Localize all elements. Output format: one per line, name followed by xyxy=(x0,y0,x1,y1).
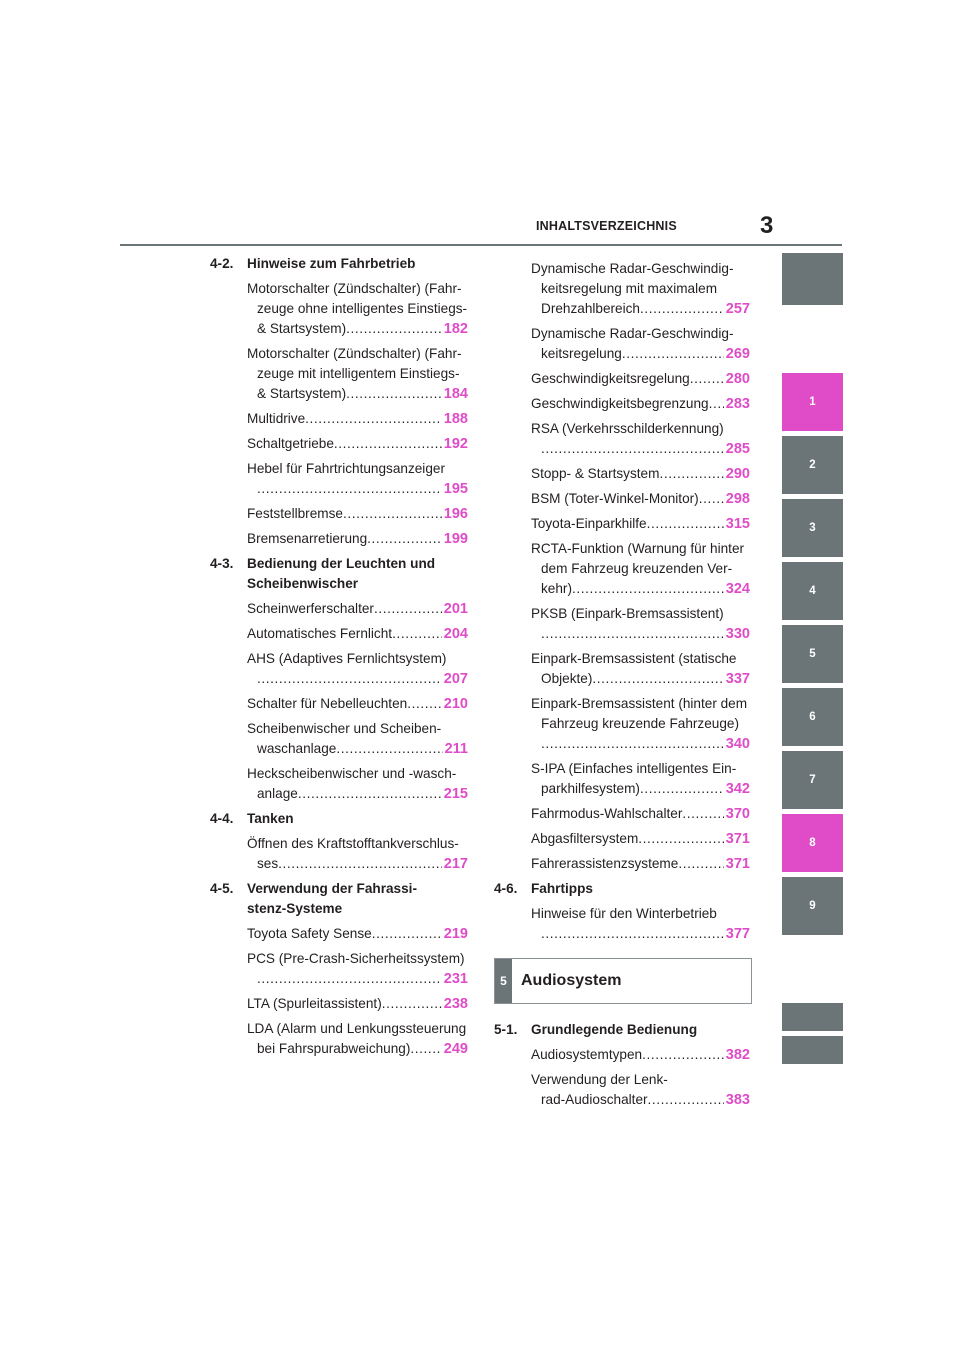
toc-entry[interactable] xyxy=(247,949,468,989)
entry-text: keitsregelung xyxy=(541,346,622,361)
chapter-tab-3[interactable]: 3 xyxy=(782,499,843,557)
entry-last-line xyxy=(531,624,750,644)
section-title: Verwendung der Fahrassi- xyxy=(247,881,417,896)
section-heading xyxy=(210,554,468,594)
page-link[interactable]: 371 xyxy=(725,831,750,847)
page-link[interactable]: 283 xyxy=(725,396,750,412)
entry-text: Feststellbremse xyxy=(247,506,343,521)
entry-text: Toyota-Einparkhilfe xyxy=(531,516,647,531)
entry-text: Multidrive xyxy=(247,411,306,426)
entry-last-line xyxy=(531,829,750,849)
entry-last-line xyxy=(531,344,750,364)
page-link[interactable]: 211 xyxy=(444,741,468,757)
toc-entry[interactable] xyxy=(247,434,468,454)
entry-text: RCTA-Funktion (Warnung für hinter xyxy=(531,541,745,556)
toc-entry[interactable] xyxy=(531,539,750,599)
page-link[interactable]: 269 xyxy=(725,346,750,362)
entry-last-line xyxy=(531,669,750,689)
dot-leader xyxy=(541,439,724,459)
section-title: stenz-Systeme xyxy=(247,901,343,916)
entry-last-line xyxy=(531,514,750,534)
dot-leader xyxy=(407,694,442,714)
toc-entry[interactable] xyxy=(531,904,750,944)
page-link[interactable]: 371 xyxy=(725,856,750,872)
toc-entry[interactable] xyxy=(531,464,750,484)
dot-leader xyxy=(592,669,723,689)
section-number: 4-4. xyxy=(210,811,234,826)
dot-leader xyxy=(682,804,723,824)
toc-entry[interactable] xyxy=(531,694,750,754)
chapter-tab-blank-0[interactable] xyxy=(782,253,843,305)
section-heading xyxy=(210,254,468,274)
section-title: Tanken xyxy=(247,811,294,826)
entry-last-line xyxy=(531,369,750,389)
entry-text: PKSB (Einpark-Bremsassistent) xyxy=(531,606,724,621)
page-link[interactable]: 210 xyxy=(443,696,468,712)
page-link[interactable]: 257 xyxy=(725,301,750,317)
entry-text: keitsregelung mit maximalem xyxy=(541,281,718,296)
entry-text: Fahrerassistenzsysteme xyxy=(531,856,679,871)
toc-entry[interactable] xyxy=(247,694,468,714)
entry-text: Fahrzeug kreuzende Fahrzeuge) xyxy=(541,716,739,731)
toc-entry[interactable] xyxy=(247,459,468,499)
entry-text: Dynamische Radar-Geschwindig- xyxy=(531,326,734,341)
entry-last-line xyxy=(247,529,468,549)
toc-entry[interactable] xyxy=(531,324,750,364)
entry-last-line xyxy=(531,924,750,944)
section-heading xyxy=(210,809,468,829)
page-link[interactable]: 182 xyxy=(443,321,468,337)
entry-last-line xyxy=(531,394,750,414)
entry-last-line xyxy=(247,924,468,944)
page-link[interactable]: 215 xyxy=(443,786,468,802)
page-link[interactable]: 370 xyxy=(725,806,750,822)
entry-last-line xyxy=(531,734,750,754)
dot-leader xyxy=(709,394,724,414)
dot-leader xyxy=(346,384,442,404)
entry-text: Geschwindigkeitsbegrenzung xyxy=(531,396,709,411)
page-link[interactable]: 204 xyxy=(443,626,468,642)
dot-leader xyxy=(392,624,442,644)
entry-text: LTA (Spurleitassistent) xyxy=(247,996,382,1011)
entry-text: Objekte) xyxy=(541,671,593,686)
entry-last-line xyxy=(247,969,468,989)
section-heading xyxy=(210,879,468,919)
entry-last-line xyxy=(247,319,468,339)
dot-leader xyxy=(699,489,724,509)
entry-text: & Startsystem) xyxy=(257,386,347,401)
dot-leader xyxy=(678,854,723,874)
entry-last-line xyxy=(531,489,750,509)
toc-entry[interactable] xyxy=(531,259,750,319)
entry-last-line xyxy=(531,579,750,599)
dot-leader xyxy=(257,479,442,499)
entry-text: bei Fahrspurabweichung) xyxy=(257,1041,411,1056)
entry-text: Hinweise für den Winterbetrieb xyxy=(531,906,717,921)
page-link[interactable]: 249 xyxy=(443,1041,468,1057)
section-number: 5-1. xyxy=(494,1022,518,1037)
entry-last-line xyxy=(247,504,468,524)
entry-last-line xyxy=(531,779,750,799)
page-link[interactable]: 184 xyxy=(443,386,468,402)
toc-entry[interactable] xyxy=(247,624,468,644)
entry-text: RSA (Verkehrsschilderkennung) xyxy=(531,421,724,436)
page-link[interactable]: 207 xyxy=(443,671,468,687)
dot-leader xyxy=(346,319,442,339)
entry-text: anlage xyxy=(257,786,298,801)
entry-last-line xyxy=(247,384,468,404)
dot-leader xyxy=(305,409,442,429)
entry-text: Hebel für Fahrtrichtungsanzeiger xyxy=(247,461,445,476)
page-link[interactable]: 217 xyxy=(443,856,468,872)
section-number: 4-6. xyxy=(494,881,518,896)
page-link[interactable]: 195 xyxy=(443,481,468,497)
entry-text: Abgasfiltersystem xyxy=(531,831,639,846)
chapter-tab-blank-11[interactable] xyxy=(782,1036,843,1064)
entry-text: Motorschalter (Zündschalter) (Fahr- xyxy=(247,281,462,296)
section-title: Hinweise zum Fahrbetrieb xyxy=(247,256,416,271)
entry-text: Audiosystemtypen xyxy=(531,1047,643,1062)
page-link[interactable]: 298 xyxy=(725,491,750,507)
toc-entry[interactable] xyxy=(247,649,468,689)
entry-last-line xyxy=(531,299,750,319)
toc-entry[interactable] xyxy=(531,604,750,644)
dot-leader xyxy=(622,344,724,364)
entry-text: Motorschalter (Zündschalter) (Fahr- xyxy=(247,346,462,361)
chapter-tab-blank-10[interactable] xyxy=(782,1003,843,1031)
dot-leader xyxy=(572,579,724,599)
page-link[interactable]: 188 xyxy=(443,411,468,427)
chapter-title: Audiosystem xyxy=(521,972,622,989)
page-link[interactable]: 383 xyxy=(725,1092,750,1108)
toc-column-right xyxy=(494,254,750,1110)
section-title: Grundlegende Bedienung xyxy=(531,1022,698,1037)
entry-text: Bremsenarretierung xyxy=(247,531,368,546)
toc-entry[interactable] xyxy=(247,599,468,619)
entry-last-line xyxy=(531,439,750,459)
entry-last-line xyxy=(247,854,468,874)
dot-leader xyxy=(410,1039,441,1059)
entry-last-line xyxy=(247,1039,468,1059)
entry-text: zeuge mit intelligentem Einstiegs- xyxy=(257,366,460,381)
entry-text: zeuge ohne intelligentes Einstiegs- xyxy=(257,301,468,316)
dot-leader xyxy=(334,434,442,454)
section-heading xyxy=(494,879,750,899)
page-number: 3 xyxy=(760,212,774,239)
entry-text: Scheibenwischer und Scheiben- xyxy=(247,721,442,736)
page-link[interactable]: 382 xyxy=(725,1047,750,1063)
entry-text: Toyota Safety Sense xyxy=(247,926,372,941)
page-link[interactable]: 315 xyxy=(725,516,750,532)
entry-text: Einpark-Bremsassistent (hinter dem xyxy=(531,696,748,711)
toc-entry[interactable] xyxy=(531,489,750,509)
page-link[interactable]: 337 xyxy=(725,671,750,687)
page-link[interactable]: 377 xyxy=(725,926,750,942)
entry-text: Dynamische Radar-Geschwindig- xyxy=(531,261,734,276)
dot-leader xyxy=(648,1090,724,1110)
page-link[interactable]: 290 xyxy=(725,466,750,482)
page-link[interactable]: 280 xyxy=(725,371,750,387)
entry-text: & Startsystem) xyxy=(257,321,347,336)
toc-entry[interactable] xyxy=(531,1070,750,1110)
dot-leader xyxy=(638,829,724,849)
entry-text: kehr) xyxy=(541,581,572,596)
section-title: Fahrtipps xyxy=(531,881,593,896)
dot-leader xyxy=(541,624,724,644)
page-link[interactable]: 192 xyxy=(443,436,468,452)
entry-last-line xyxy=(531,464,750,484)
toc-entry[interactable] xyxy=(247,529,468,549)
chapter-header xyxy=(494,958,752,1004)
dot-leader xyxy=(257,969,442,989)
page-link[interactable]: 199 xyxy=(443,531,468,547)
entry-text: dem Fahrzeug kreuzenden Ver- xyxy=(541,561,733,576)
toc-entry[interactable] xyxy=(531,394,750,414)
toc-entry[interactable] xyxy=(531,649,750,689)
entry-last-line xyxy=(247,624,468,644)
entry-last-line xyxy=(247,694,468,714)
dot-leader xyxy=(659,464,723,484)
toc-entry[interactable] xyxy=(531,369,750,389)
toc-entry[interactable] xyxy=(531,829,750,849)
dot-leader xyxy=(640,299,724,319)
page-link[interactable]: 324 xyxy=(725,581,750,597)
page-link[interactable]: 340 xyxy=(725,736,750,752)
entry-text: Fahrmodus-Wahlschalter xyxy=(531,806,683,821)
toc-column-left xyxy=(210,254,468,1059)
entry-last-line xyxy=(531,804,750,824)
entry-text: PCS (Pre-Crash-Sicherheitssystem) xyxy=(247,951,465,966)
entry-text: Verwendung der Lenk- xyxy=(531,1072,668,1087)
toc-entry[interactable] xyxy=(531,419,750,459)
header-title: INHALTSVERZEICHNIS xyxy=(536,219,677,233)
entry-text: Heckscheibenwischer und -wasch- xyxy=(247,766,457,781)
toc-entry[interactable] xyxy=(247,504,468,524)
entry-text: waschanlage xyxy=(257,741,337,756)
toc-entry[interactable] xyxy=(247,834,468,874)
entry-last-line xyxy=(247,669,468,689)
chapter-tab-4[interactable]: 4 xyxy=(782,562,843,620)
entry-last-line xyxy=(247,784,468,804)
toc-entry[interactable] xyxy=(531,1045,750,1065)
page-link[interactable]: 219 xyxy=(443,926,468,942)
chapter-tab-6[interactable]: 6 xyxy=(782,688,843,746)
section-title: Scheibenwischer xyxy=(247,576,359,591)
dot-leader xyxy=(541,734,724,754)
page-link[interactable]: 330 xyxy=(725,626,750,642)
toc-entry[interactable] xyxy=(247,1019,468,1059)
entry-text: LDA (Alarm und Lenkungssteuerung xyxy=(247,1021,467,1036)
toc-entry[interactable] xyxy=(247,994,468,1014)
dot-leader xyxy=(640,779,724,799)
chapter-tab-2[interactable]: 2 xyxy=(782,436,843,494)
toc-entry[interactable] xyxy=(531,759,750,799)
entry-text: Automatisches Fernlicht xyxy=(247,626,393,641)
entry-last-line xyxy=(531,1090,750,1110)
section-number: 4-5. xyxy=(210,881,234,896)
entry-last-line xyxy=(247,739,468,759)
entry-text: Einpark-Bremsassistent (statische xyxy=(531,651,737,666)
chapter-tab-7[interactable]: 7 xyxy=(782,751,843,809)
chapter-tab-9[interactable]: 9 xyxy=(782,877,843,935)
dot-leader xyxy=(690,369,724,389)
dot-leader xyxy=(374,599,442,619)
dot-leader xyxy=(336,739,442,759)
entry-text: Drehzahlbereich xyxy=(541,301,640,316)
section-number: 4-3. xyxy=(210,556,234,571)
page-link[interactable]: 342 xyxy=(725,781,750,797)
section-title: Bedienung der Leuchten und xyxy=(247,556,436,571)
chapter-tab-5[interactable]: 5 xyxy=(782,625,843,683)
entry-last-line xyxy=(247,599,468,619)
page-link[interactable]: 196 xyxy=(443,506,468,522)
toc-entry[interactable] xyxy=(247,409,468,429)
entry-text: Schalter für Nebelleuchten xyxy=(247,696,408,711)
entry-last-line xyxy=(247,434,468,454)
page-link[interactable]: 201 xyxy=(443,601,468,617)
section-heading xyxy=(494,1020,750,1040)
dot-leader xyxy=(382,994,442,1014)
dot-leader xyxy=(278,854,442,874)
page-link[interactable]: 238 xyxy=(443,996,468,1012)
entry-text: BSM (Toter-Winkel-Monitor) xyxy=(531,491,699,506)
dot-leader xyxy=(298,784,442,804)
entry-text: ses xyxy=(257,856,279,871)
header-rule xyxy=(120,244,842,246)
toc-entry[interactable] xyxy=(531,854,750,874)
entry-text: parkhilfesystem) xyxy=(541,781,640,796)
toc-entry[interactable] xyxy=(247,924,468,944)
entry-text: Geschwindigkeitsregelung xyxy=(531,371,690,386)
entry-last-line xyxy=(247,479,468,499)
entry-text: Stopp- & Startsystem xyxy=(531,466,660,481)
page-link[interactable]: 231 xyxy=(443,971,468,987)
entry-text: rad-Audioschalter xyxy=(541,1092,648,1107)
entry-text: Öffnen des Kraftstofftankverschlus- xyxy=(247,836,459,851)
section-number: 4-2. xyxy=(210,256,234,271)
chapter-tab-8[interactable]: 8 xyxy=(782,814,843,872)
dot-leader xyxy=(367,529,442,549)
toc-entry[interactable] xyxy=(247,344,468,404)
entry-last-line xyxy=(247,994,468,1014)
entry-text: Schaltgetriebe xyxy=(247,436,334,451)
dot-leader xyxy=(541,924,724,944)
entry-text: AHS (Adaptives Fernlichtsystem) xyxy=(247,651,447,666)
dot-leader xyxy=(343,504,442,524)
page-link[interactable]: 285 xyxy=(725,441,750,457)
chapter-tab-1[interactable]: 1 xyxy=(782,373,843,431)
toc-entry[interactable] xyxy=(247,719,468,759)
toc-entry[interactable] xyxy=(247,279,468,339)
dot-leader xyxy=(372,924,442,944)
entry-last-line xyxy=(247,409,468,429)
chapter-number: 5 xyxy=(495,959,512,1003)
toc-entry[interactable] xyxy=(531,514,750,534)
entry-text: Scheinwerferschalter xyxy=(247,601,374,616)
toc-entry[interactable] xyxy=(247,764,468,804)
dot-leader xyxy=(647,514,724,534)
toc-entry[interactable] xyxy=(531,804,750,824)
entry-last-line xyxy=(531,854,750,874)
dot-leader xyxy=(642,1045,724,1065)
dot-leader xyxy=(257,669,442,689)
entry-text: S-IPA (Einfaches intelligentes Ein- xyxy=(531,761,737,776)
entry-last-line xyxy=(531,1045,750,1065)
